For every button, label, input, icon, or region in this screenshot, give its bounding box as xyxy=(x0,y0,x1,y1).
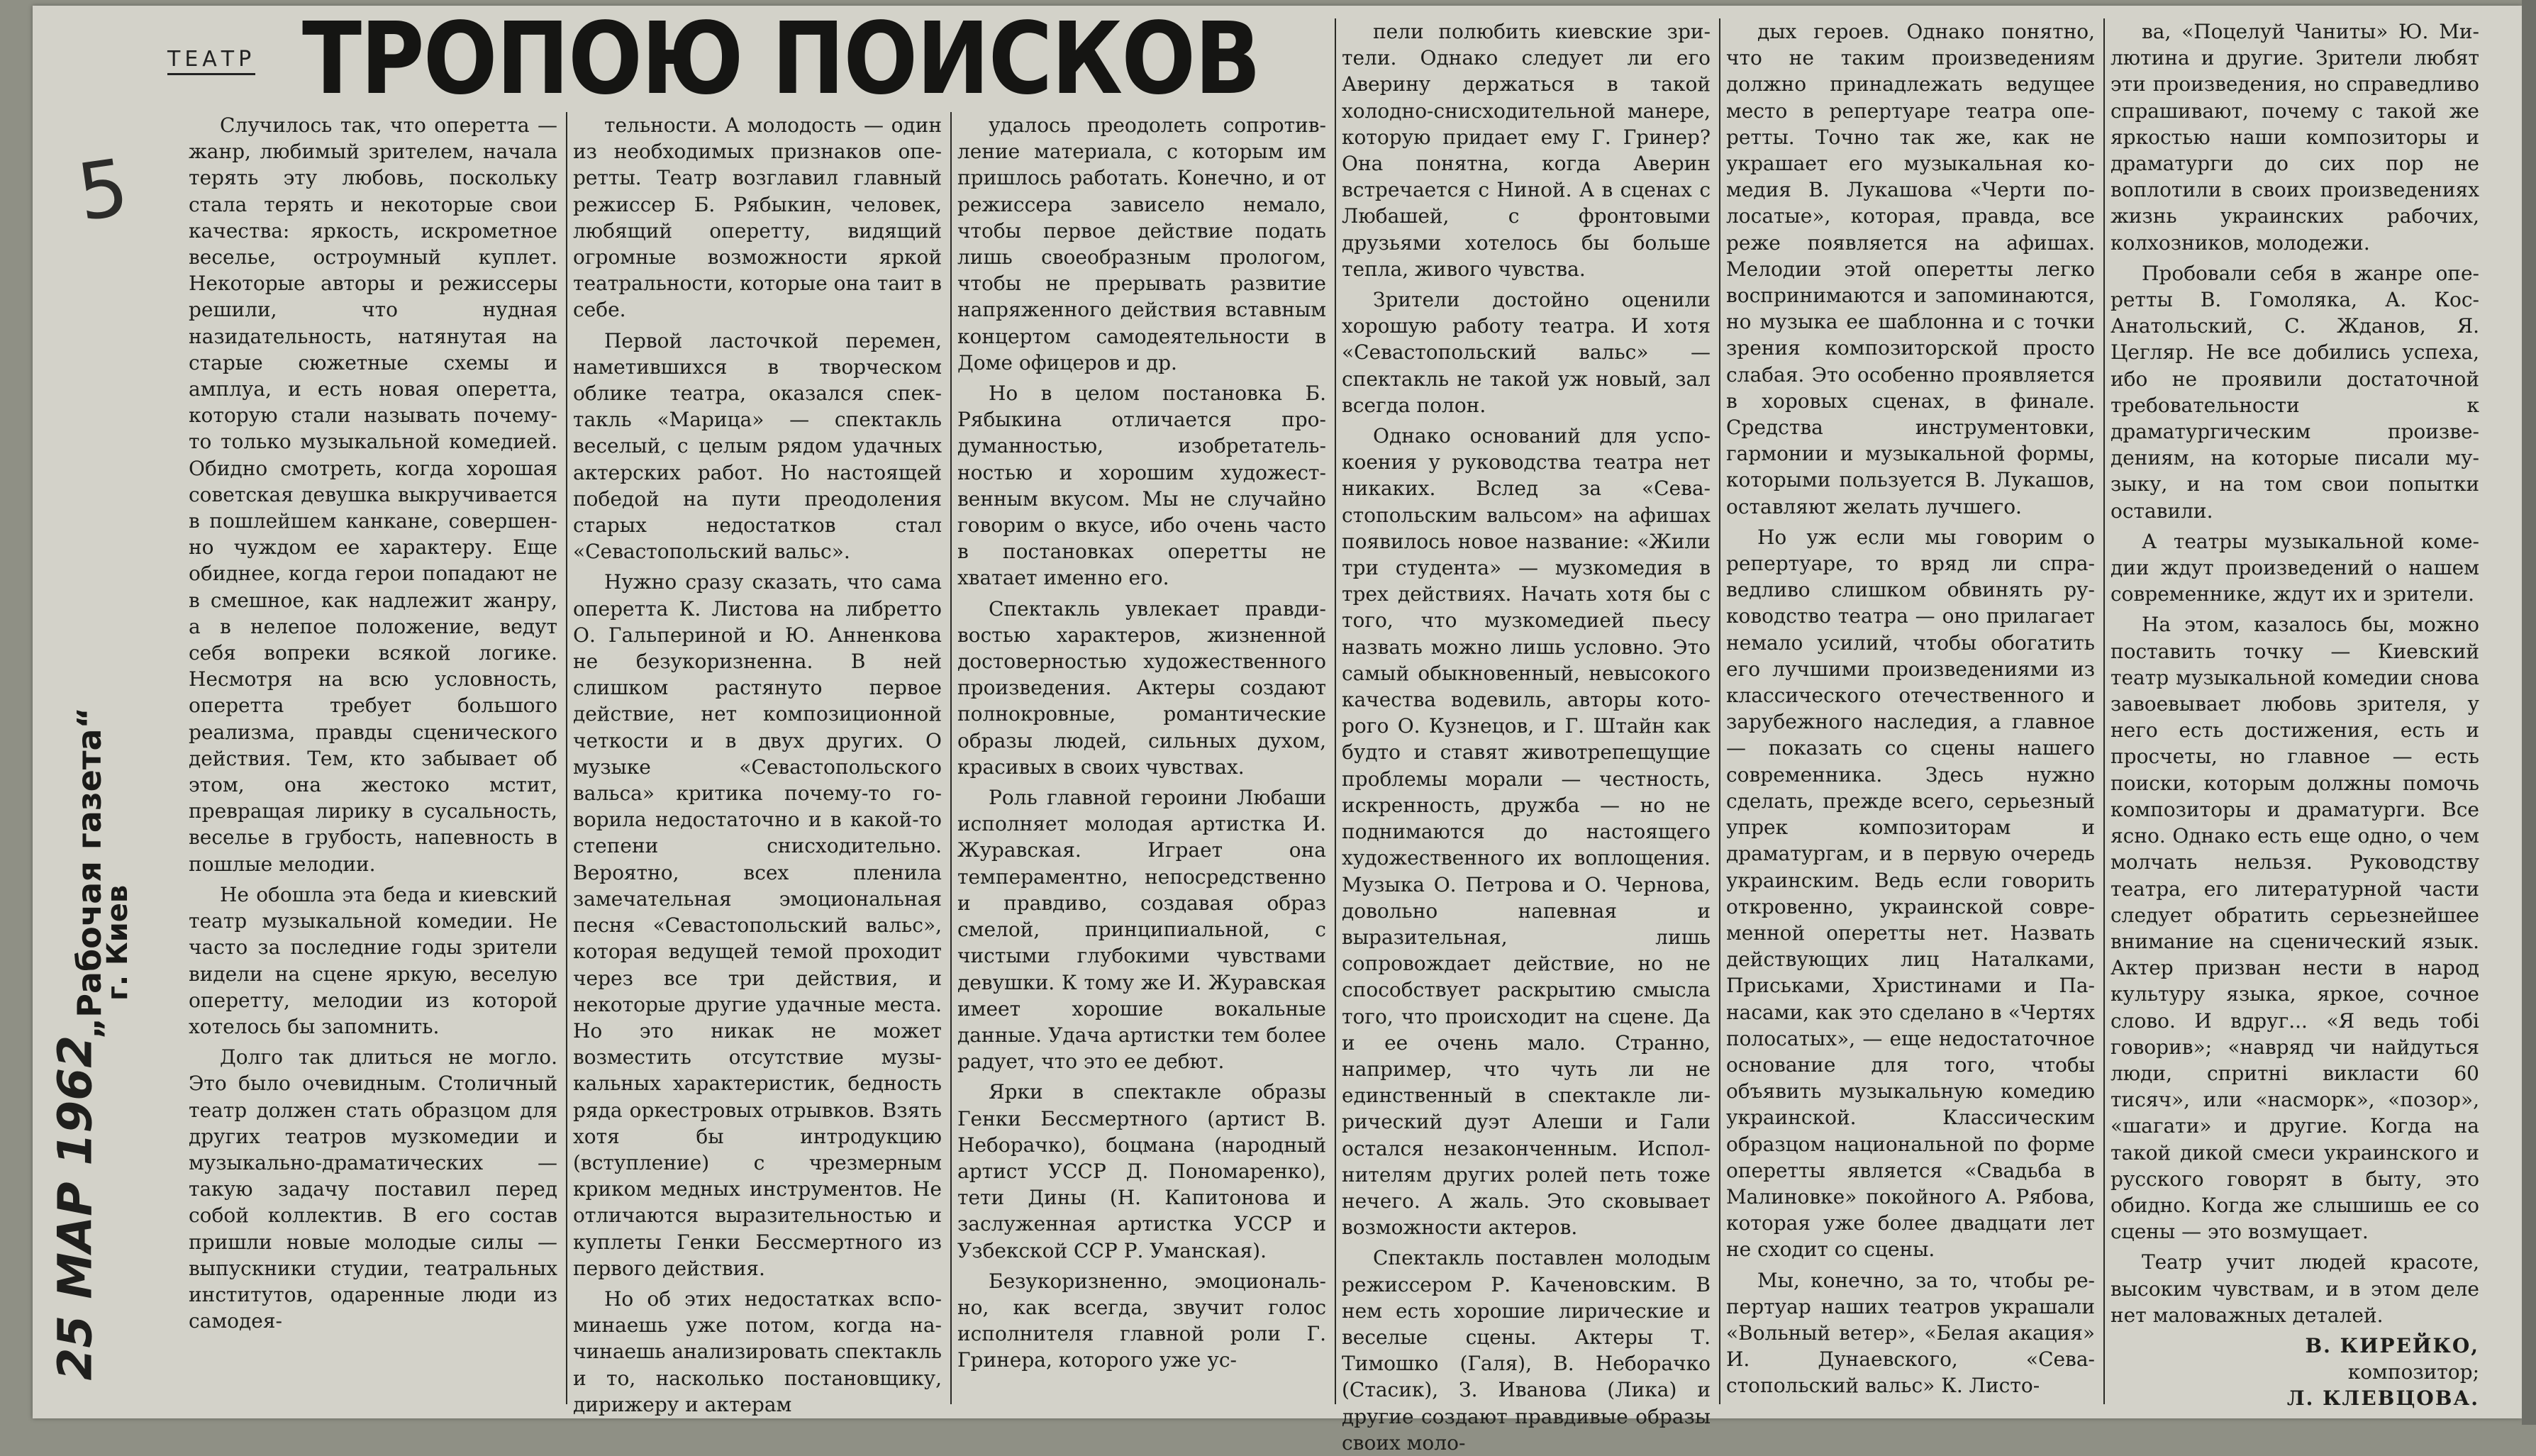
paragraph: удалось преодолеть сопротивление материала, с которым им пришлось работать. Конечно, и от режиссера зависело немало, чтобы первое действие подать лишь своеобразным прологом, чтобы не прерывать развитие напряженного действия вставным концертом самодеятельности в Доме офицеров и др. xyxy=(957,113,1326,374)
signature-author-1: В. КИРЕЙКО, xyxy=(2305,1333,2479,1357)
article-column-1 xyxy=(189,112,557,1404)
paragraph: На этом, казалось бы, можно поставить точку — Киевский театр музыкальной комедии снова завоевывает любовь зрителя, у него есть достижения, есть и просчеты, но главное — есть поиски, которым должны помочь композиторы и драматурги. Все ясно. Однако есть еще одно, о чем молчать нельзя. Руководству театра, его литературной части следует обратить серьезнейшее внимание на сценический язык. Актер призван нести в народ культуру языка, яркое, сочное слово. И вдруг... «Я ведь тобі говорив»; «навряд чи найдуться люди, спритні викласти 60 тисяч», или «насморк», «позор», «шагати» и другие. Когда на такой дикой смеси украинского и русского говорят в быту, это обидно. Когда же слышишь ее со сцены — это возмущает. xyxy=(2110,613,2479,1244)
column-divider xyxy=(566,112,567,1404)
paragraph: Ярки в спектакле образы Генки Бессмертного (артист В. Неборачко), боцмана (народный артист УССР Д. Пономаренко), тети Дины (Н. Капитонова и заслуженная артистка УССР и Узбекской ССР Р. Уманская). xyxy=(957,1080,1326,1262)
paragraph: Не обошла эта беда и киевский театр музыкальной комедии. Не часто за последние годы зрители видели на сцене яркую, веселую оперетту, мелодии из которой хотелось бы запомнить. xyxy=(189,882,557,1038)
scan-border xyxy=(2522,0,2536,1425)
paragraph: Театр учит людей красоте, высоким чувствам, и в этом деле нет маловажных деталей. xyxy=(2110,1250,2479,1327)
paragraph: Первой ласточкой перемен, наметившихся в творческом облике театра, оказался спектакль «Марица» — спектакль веселый, с целым рядом удачных актерских работ. Но настоящей победой на пути преодоления старых недостатков стал «Севастопольский вальс». xyxy=(573,328,942,564)
signature-role: композитор; xyxy=(2347,1360,2479,1384)
paragraph: Спектакль поставлен молодым режиссером Р. Каченовским. В нем есть хорошие лирические и веселые сцены. Актеры Т. Тимошко (Галя), В. Неборачко (Стасик), З. Иванова (Лика) и другие создают правдивые образы своих моло- xyxy=(1342,1246,1711,1455)
newspaper-clipping xyxy=(33,1,2522,1455)
paragraph: Но об этих недостатках вспоминаешь уже потом, когда начинаешь анализировать спектакль и то, насколько постановщику, дирижеру и актерам xyxy=(573,1286,942,1416)
column-divider xyxy=(2103,18,2105,1404)
date-stamp: 25 МАР 1962 xyxy=(48,1035,103,1381)
paragraph: Нужно сразу сказать, что сама оперетта К. Листова на либретто О. Гальпериной и Ю. Анненкова не безукоризненна. В ней слишком растянуто первое действие, нет композиционной четкости и в двух других. О музыке «Севастопольского вальса» критика почему-то говорила недостаточно и в какой-то степени снисходительно. Вероятно, всех пленила замечательная эмоциональная песня «Севастопольский вальс», которая ведущей темой проходит через все три действия, и некоторые другие удачные места. Но это никак не может возместить отсутствие музыкальных характеристик, бедность ряда оркестровых отрывков. Взять хотя бы интродукцию (вступление) с чрезмерным криком медных инструментов. Не отличаются выразительностью и куплеты Генки Бессмертного из первого действия. xyxy=(573,570,942,1280)
paragraph: Мы, конечно, за то, чтобы репертуар наших театров украшали «Вольный ветер», «Белая акация» И. Дунаевского, «Севастопольский вальс» К. Листо- xyxy=(1726,1268,2095,1398)
article-column-6 xyxy=(2110,18,2479,1411)
article-column-2 xyxy=(573,112,942,1416)
paragraph: Зрители достойно оценили хорошую работу театра. И хотя «Севастопольский вальс» — спектакль не такой уж новый, зал всегда полон. xyxy=(1342,288,1711,417)
column-divider xyxy=(1335,18,1336,1404)
paragraph: ва, «Поцелуй Чаниты» Ю. Милютина и другие. Зрители любят эти произведения, но справедливо спрашивают, почему с такой же яркостью наши композиторы и драматурги до сих пор не воплотили в своих произведениях жизнь украинских рабочих, колхозников, молодежи. xyxy=(2110,20,2479,255)
article-column-5 xyxy=(1726,18,2095,1404)
paragraph: Пробовали себя в жанре оперетты В. Гомоляка, А. Кос-Анатольский, С. Жданов, Я. Цегляр. Не все добились успеха, ибо не проявили достаточной требовательности к драматургическим произведениям, на которые писали музыку, и на том свои попытки оставили. xyxy=(2110,261,2479,523)
newspaper-name-stamp: „Рабочая газета“ xyxy=(70,707,109,1039)
paragraph: Однако оснований для успокоения у руководства театра нет никаких. Вслед за «Севастопольским вальсом» на афишах появилось новое название: «Жили три студента» — музкомедия в трех действиях. Начать хотя бы с того, что музкомедией пьесу назвать можно лишь условно. Это самый обыкновенный, невысокого качества водевиль, авторы которого О. Кузнецов, и Г. Штайн как будто и ставят животрепещущие проблемы морали — честность, искренность, дружба — но не поднимаются до настоящего художественного их воплощения. Музыка О. Петрова и О. Чернова, довольно напевная и выразительная, лишь сопровождает действие, но не способствует раскрытию смысла того, что происходит на сцене. Да и ее очень мало. Странно, например, что чуть ли не единственный в спектакле лирический дуэт Алеши и Гали остался незаконченным. Исполнителям других ролей петь тоже нечего. А жаль. Это сковывает возможности актеров. xyxy=(1342,424,1711,1240)
paragraph: Безукоризненно, эмоционально, как всегда, звучит голос исполнителя главной роли Г. Гринера, которого уже ус- xyxy=(957,1269,1326,1372)
signature-author-2: Л. КЛЕВЦОВА. xyxy=(2286,1386,2479,1411)
paragraph: Но уж если мы говорим о репертуаре, то вряд ли справедливо слишком обвинять руководство театра — оно прилагает немало усилий, чтобы обогатить его лучшими произведениями из классического отечественного и зарубежного наследия, а главное — показать со сцены нашего современника. Здесь нужно сделать, прежде всего, серьезный упрек композиторам и драматургам, и в первую очередь украинским. Ведь если говорить откровенно, украинской современной оперетты нет. Назвать действующих лиц Наталками, Приськами, Христинами и Панасами, как это сделано в «Чертях полосатых», — еще недостаточное основание для того, чтобы объявить музыкальную комедию украинской. Классическим образцом национальной по форме оперетты является «Свадьба в Малиновке» покойного А. Рябова, которая уже более двадцати лет не сходит со сцены. xyxy=(1726,525,2095,1262)
paragraph: Роль главной героини Любаши исполняет молодая артистка И. Журавская. Играет она темпераментно, непосредственно и правдиво, создавая образ смелой, принципиальной, с чистыми глубокими чувствами девушки. К тому же И. Журавская имеет хорошие вокальные данные. Удача артистки тем более радует, что это ее дебют. xyxy=(957,786,1326,1074)
paragraph: Долго так длиться не могло. Это было очевидным. Столичный театр должен стать образцом для других театров музкомедии и музыкально-драматических — такую задачу поставил перед собой коллектив. В его состав пришли новые молодые силы — выпускники студии, театральных институтов, одаренные люди из самодея- xyxy=(189,1045,557,1333)
paragraph: дых героев. Однако понятно, что не таким произведениям должно принадлежать ведущее место в репертуаре театра оперетты. Точно так же, как не украшает его музыкальная комедия В. Лукашова «Черти полосатые», которая, правда, все реже появляется на афишах. Мелодии этой оперетты легко воспринимаются и запоминаются, но музыка ее шаблонна и с точки зрения композиторской просто слабая. Это особенно проявляется в хоровых сценах, в финале. Средства инструментовки, гармонии и музыкальной формы, которыми пользуется В. Лукашов, оставляют желать лучшего. xyxy=(1726,20,2095,518)
paragraph: Но в целом постановка Б. Рябыкина отличается продуманностью, изобретательностью и хорошим художественным вкусом. Мы не случайно говорим о вкусе, ибо очень часто в постановках оперетты не хватает именно его. xyxy=(957,382,1326,590)
paragraph: Спектакль увлекает правдивостью характеров, жизненной достоверностью художественного произведения. Актеры создают полнокровные, романтические образы людей, сильных духом, красивых в своих чувствах. xyxy=(957,596,1326,779)
handwritten-page-number: 5 xyxy=(72,141,134,239)
article-column-3 xyxy=(957,112,1326,1404)
signature xyxy=(2110,1333,2479,1412)
column-divider xyxy=(950,112,952,1404)
paragraph: Случилось так, что оперетта —жанр, любимый зрителем, начала терять эту любовь, поскольку стала терять и некоторые свои качества: яркость, искрометное веселье, остроумный куплет. Некоторые авторы и режиссеры решили, что нудная назидательность, натянутая на старые сюжетные схемы и амплуа, и есть новая оперетта, которую стали называть почему-то только музыкальной комедией. Обидно смотреть, когда хорошая советская девушка выкручивается в пошлейшем канкане, совершенно чуждом ее характеру. Еще обиднее, когда герои попадают не в смешное, как надлежит жанру, а в нелепое положение, ведут себя вопреки всякой логике. Несмотря на всю условность, оперетта требует большого реализма, правды сценического действия. Тем, кто забывает об этом, она жестоко мстит, превращая лирику в сусальность, веселье в грубость, напевность в пошлые мелодии. xyxy=(189,113,557,876)
paragraph: тельности. А молодость — один из необходимых признаков оперетты. Театр возглавил главный режиссер Б. Рябыкин, человек, любящий оперетту, видящий огромные возможности яркой театральности, которые она таит в себе. xyxy=(573,113,942,322)
paragraph: А театры музыкальной комедии ждут произведений о нашем современнике, ждут их и зрители. xyxy=(2110,529,2479,606)
city-stamp: г. Киев xyxy=(101,884,134,1001)
paragraph: пели полюбить киевские зрители. Однако следует ли его Аверину держаться в такой холодно-снисходительной манере, которую придает ему Г. Гринер? Она понятна, когда Аверин встречается с Ниной. А в сценах с Любашей, с фронтовыми друзьями хотелось бы больше тепла, живого чувства. xyxy=(1342,20,1711,281)
article-headline: ТРОПОЮ ПОИСКОВ xyxy=(302,1,1260,117)
column-divider xyxy=(1719,18,1720,1404)
article-column-4 xyxy=(1342,18,1711,1455)
section-rubric: ТЕАТР xyxy=(167,47,255,75)
